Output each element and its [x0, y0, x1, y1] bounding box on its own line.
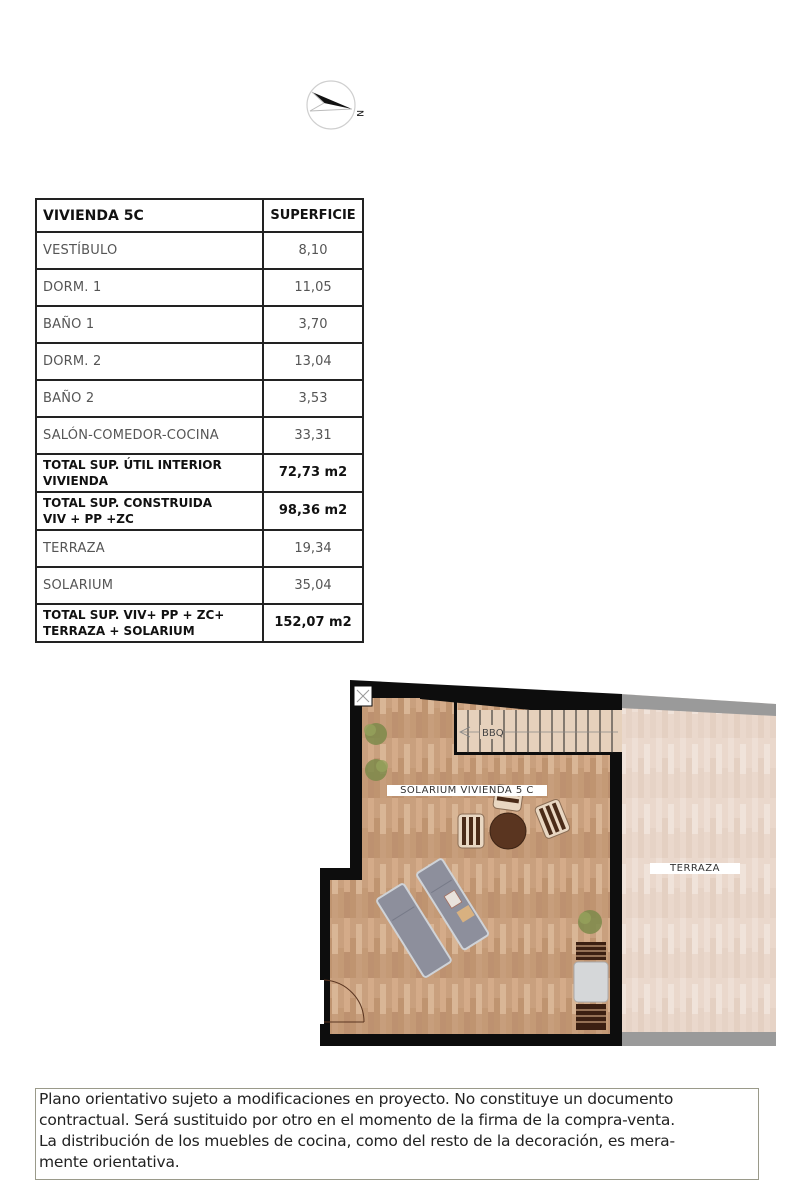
north-arrow-icon: [305, 78, 367, 134]
room-area: 3,53: [263, 380, 363, 417]
room-name: DORM. 1: [36, 269, 263, 306]
table-row: [36, 343, 363, 380]
table-row: [36, 530, 363, 567]
disclaimer-line: Plano orientativo sujeto a modificaciones en proyecto. No constituye un documento: [39, 1090, 674, 1108]
disclaimer-note: [35, 1088, 759, 1180]
total-row: [36, 454, 363, 492]
room-name: BAÑO 2: [36, 380, 263, 417]
table-header-name: VIVIENDA 5C: [36, 199, 263, 232]
table-row: [36, 306, 363, 343]
total-value: 72,73 m2: [263, 454, 363, 492]
room-area: 19,34: [263, 530, 363, 567]
room-name: SALÓN-COMEDOR-COCINA: [36, 417, 263, 454]
north-label: N: [354, 110, 364, 117]
room-area: 3,70: [263, 306, 363, 343]
table-row: [36, 567, 363, 604]
room-area: 11,05: [263, 269, 363, 306]
total-row: [36, 492, 363, 530]
table-header-value: SUPERFICIE: [263, 199, 363, 232]
terraza-label: TERRAZA: [650, 863, 740, 874]
bbq-label: BBQ: [482, 728, 504, 739]
room-area: 35,04: [263, 567, 363, 604]
room-area: 8,10: [263, 232, 363, 269]
total-label: TOTAL SUP. CONSTRUIDA VIV + PP +ZC: [36, 492, 263, 530]
room-name: SOLARIUM: [36, 567, 263, 604]
total-value: 152,07 m2: [263, 604, 363, 642]
area-table: [35, 198, 364, 643]
solarium-label: SOLARIUM VIVIENDA 5 C: [387, 785, 547, 796]
room-name: BAÑO 1: [36, 306, 263, 343]
disclaimer-line: La distribución de los muebles de cocina, como del resto de la decoración, es mera-: [39, 1132, 675, 1150]
floor-plan: [320, 678, 778, 1048]
room-area: 33,31: [263, 417, 363, 454]
total-value: 98,36 m2: [263, 492, 363, 530]
room-area: 13,04: [263, 343, 363, 380]
table-row: [36, 269, 363, 306]
table-header-row: [36, 199, 363, 232]
total-row: [36, 604, 363, 642]
table-row: [36, 417, 363, 454]
total-label: TOTAL SUP. VIV+ PP + ZC+ TERRAZA + SOLARIUM: [36, 604, 263, 642]
table-row: [36, 232, 363, 269]
room-name: VESTÍBULO: [36, 232, 263, 269]
disclaimer-line: contractual. Será sustituido por otro en el momento de la firma de la compra-venta.: [39, 1111, 675, 1129]
grill-icon: [574, 942, 608, 1030]
total-label: TOTAL SUP. ÚTIL INTERIOR VIVIENDA: [36, 454, 263, 492]
room-name: DORM. 2: [36, 343, 263, 380]
room-name: TERRAZA: [36, 530, 263, 567]
table-row: [36, 380, 363, 417]
disclaimer-line: mente orientativa.: [39, 1153, 180, 1171]
